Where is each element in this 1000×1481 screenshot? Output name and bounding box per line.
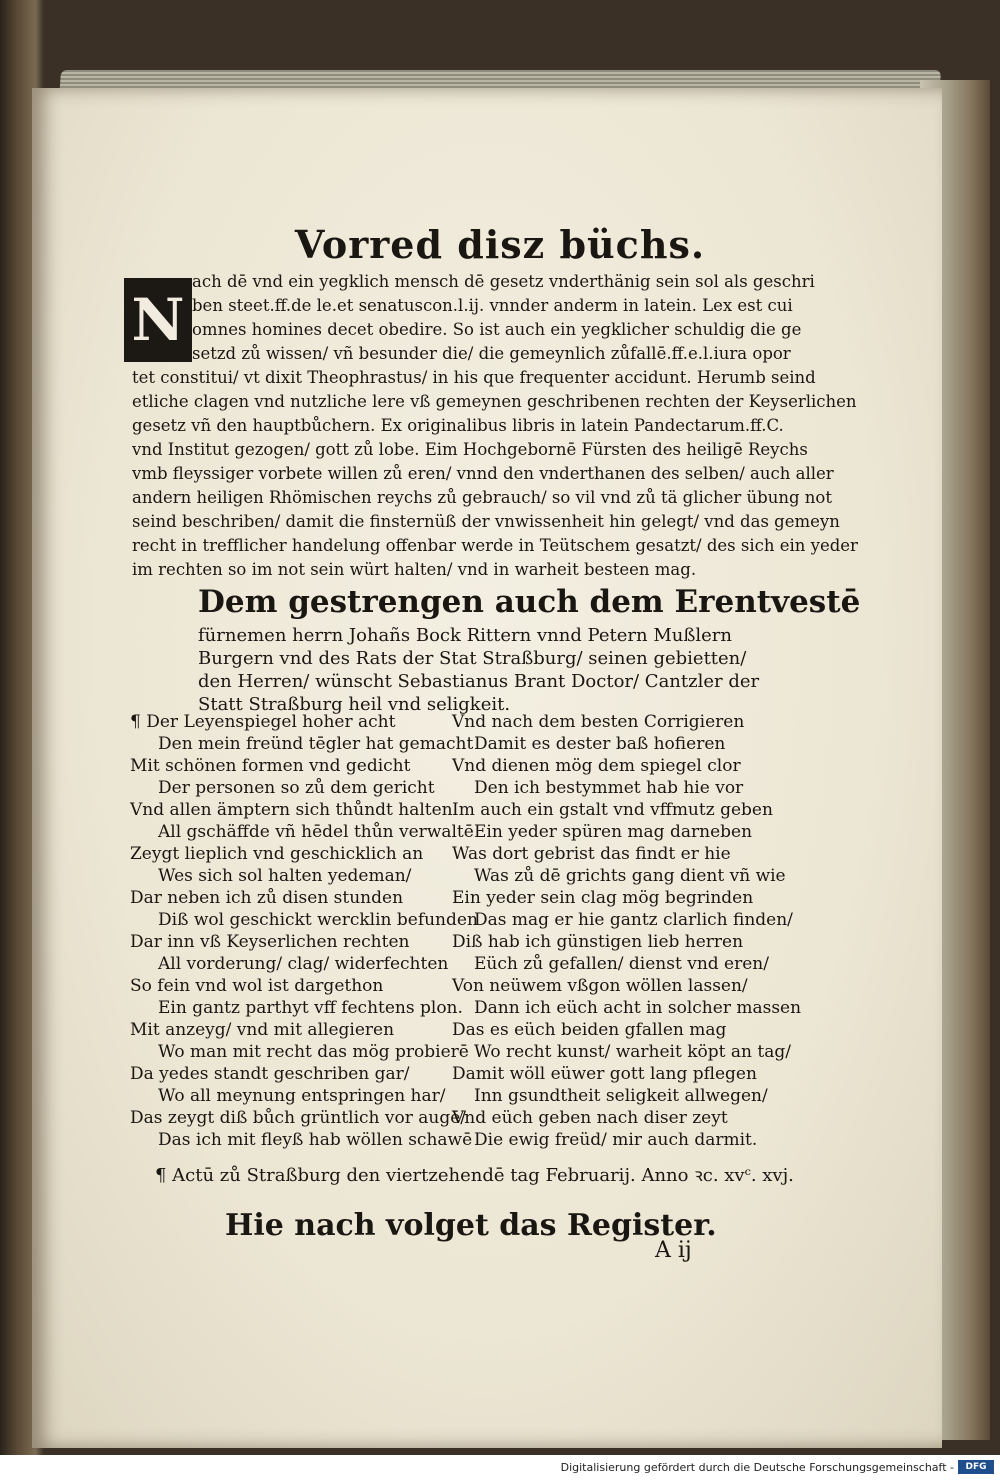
register-heading: Hie nach volget das Register.: [225, 1208, 717, 1243]
page-heading: Vorred disz büchs.: [294, 222, 706, 267]
verse-line: Da yedes standt geschriben gar/: [130, 1064, 410, 1084]
verse-line: Was dort gebrist das findt er hie: [452, 844, 731, 864]
verse-line: So fein vnd wol ist dargethon: [130, 976, 384, 996]
verse-line: Ein yeder sein clag mög begrinden: [452, 888, 754, 908]
verse-line: Wo all meynung entspringen har/: [158, 1086, 446, 1106]
intro-line: vnd Institut gezogen/ gott zů lobe. Eim Hochgebornē Fürsten des heiligē Reychs: [132, 440, 808, 459]
verse-line: Den mein freünd tēgler hat gemacht: [158, 734, 474, 754]
dfg-logo: DFG: [958, 1460, 994, 1474]
verse-line: Dar inn vß Keyserlichen rechten: [130, 932, 410, 952]
verse-line: Der personen so zů dem gericht: [158, 778, 435, 798]
verse-line: Den ich bestymmet hab hie vor: [474, 778, 744, 798]
verse-line: ¶ Der Leyenspiegel hoher acht: [130, 712, 396, 732]
verse-line: Vnd nach dem besten Corrigieren: [452, 712, 745, 732]
verse-line: Wo recht kunst/ warheit köpt an tag/: [474, 1042, 791, 1062]
intro-line: vmb fleyssiger vorbete willen zů eren/ vnnd den vnderthanen des selben/ auch aller: [132, 464, 834, 483]
verse-line: Ein yeder spüren mag darneben: [474, 822, 753, 842]
funding-notice: Digitalisierung gefördert durch die Deutsche Forschungsgemeinschaft -: [560, 1461, 954, 1474]
verse-line: Mit schönen formen vnd gedicht: [130, 756, 411, 776]
verse-line: Diß hab ich günstigen lieb herren: [452, 932, 744, 952]
verse-line: Zeygt lieplich vnd geschicklich an: [130, 844, 424, 864]
intro-line: tet constitui/ vt dixit Theophrastus/ in his que frequenter accidunt. Herumb seind: [132, 368, 816, 387]
verse-line: Eüch zů gefallen/ dienst vnd eren/: [474, 954, 769, 974]
verse-line: All gschäffde vñ hēdel thůn verwaltē: [158, 822, 474, 842]
signature-mark: A ij: [655, 1238, 692, 1263]
verse-line: Im auch ein gstalt vnd vffmutz geben: [452, 800, 773, 820]
intro-line: im rechten so im not sein würt halten/ vnd in warheit besteen mag.: [132, 560, 697, 579]
verse-line: Damit wöll eüwer gott lang pflegen: [452, 1064, 757, 1084]
verse-line: Wes sich sol halten yedeman/: [158, 866, 412, 886]
verse-line: Das es eüch beiden gfallen mag: [452, 1020, 727, 1040]
verse-line: Von neüwem vßgon wöllen lassen/: [452, 976, 748, 996]
dedication-line: Statt Straßburg heil vnd seligkeit.: [198, 694, 511, 715]
intro-line: andern heiligen Rhömischen reychs zů gebrauch/ so vil vnd zů tä glicher übung not: [132, 488, 833, 507]
verse-line: Das ich mit fleyß hab wöllen schawē: [158, 1130, 473, 1150]
verse-line: Dann ich eüch acht in solcher massen: [474, 998, 802, 1018]
dedication-line: fürnemen herrn Johañs Bock Rittern vnnd Petern Mußlern: [198, 625, 732, 646]
decorated-initial: N: [124, 278, 192, 362]
verse-line: Vnd eüch geben nach diser zeyt: [452, 1108, 728, 1128]
verse-line: Vnd dienen mög dem spiegel clor: [452, 756, 741, 776]
dedication-line: den Herren/ wünscht Sebastianus Brant Doctor/ Cantzler der: [198, 671, 760, 692]
dedication-title: Dem gestrengen auch dem Erentvestē: [198, 584, 861, 620]
footer-bar: [0, 1455, 1000, 1481]
verse-line: Dar neben ich zů disen stunden: [130, 888, 404, 908]
verse-line: Ein gantz parthyt vff fechtens plon.: [158, 998, 463, 1018]
dedication-line: Burgern vnd des Rats der Stat Straßburg/ seinen gebietten/: [198, 648, 747, 669]
verse-line: Vnd allen ämptern sich thůndt halten: [130, 800, 453, 820]
intro-line: seind beschriben/ damit die finsternüß der vnwissenheit hin gelegt/ vnd das gemeyn: [132, 512, 840, 531]
verse-line: Diß wol geschickt wercklin befunden: [158, 910, 478, 930]
intro-line: ben steet.ff.de le.et senatuscon.l.ij. vnnder anderm in latein. Lex est cui: [192, 296, 793, 315]
intro-line: setzd zů wissen/ vñ besunder die/ die gemeynlich zůfallē.ff.e.l.iura opor: [192, 344, 791, 363]
verse-line: Mit anzeyg/ vnd mit allegieren: [130, 1020, 395, 1040]
intro-line: recht in trefflicher handelung offenbar werde in Teütschem gesatzt/ des sich ein yeder: [132, 536, 858, 555]
intro-line: gesetz vñ den hauptbůchern. Ex originalibus libris in latein Pandectarum.ff.C.: [132, 416, 784, 435]
verse-line: All vorderung/ clag/ widerfechten: [158, 954, 449, 974]
verse-line: Das zeygt diß bůch grüntlich vor augē/: [130, 1108, 467, 1128]
verse-line: Das mag er hie gantz clarlich finden/: [474, 910, 793, 930]
dating-line: ¶ Actū zů Straßburg den viertzehendē tag Februarij. Anno ꝛc. xvᶜ. xvj.: [155, 1165, 794, 1186]
verse-line: Die ewig freüd/ mir auch darmit.: [474, 1130, 758, 1150]
intro-line: omnes homines decet obedire. So ist auch ein yegklicher schuldig die ge: [192, 320, 802, 339]
intro-line: etliche clagen vnd nutzliche lere vß gemeynen geschribenen rechten der Keyserlichen: [132, 392, 857, 411]
verse-line: Damit es dester baß hofieren: [474, 734, 726, 754]
verse-line: Inn gsundtheit seligkeit allwegen/: [474, 1086, 768, 1106]
verse-line: Wo man mit recht das mög probierē: [158, 1042, 469, 1062]
intro-line: ach dē vnd ein yegklich mensch dē gesetz vnderthänig sein sol als geschri: [192, 272, 815, 291]
verse-line: Was zů dē grichts gang dient vñ wie: [474, 866, 786, 886]
